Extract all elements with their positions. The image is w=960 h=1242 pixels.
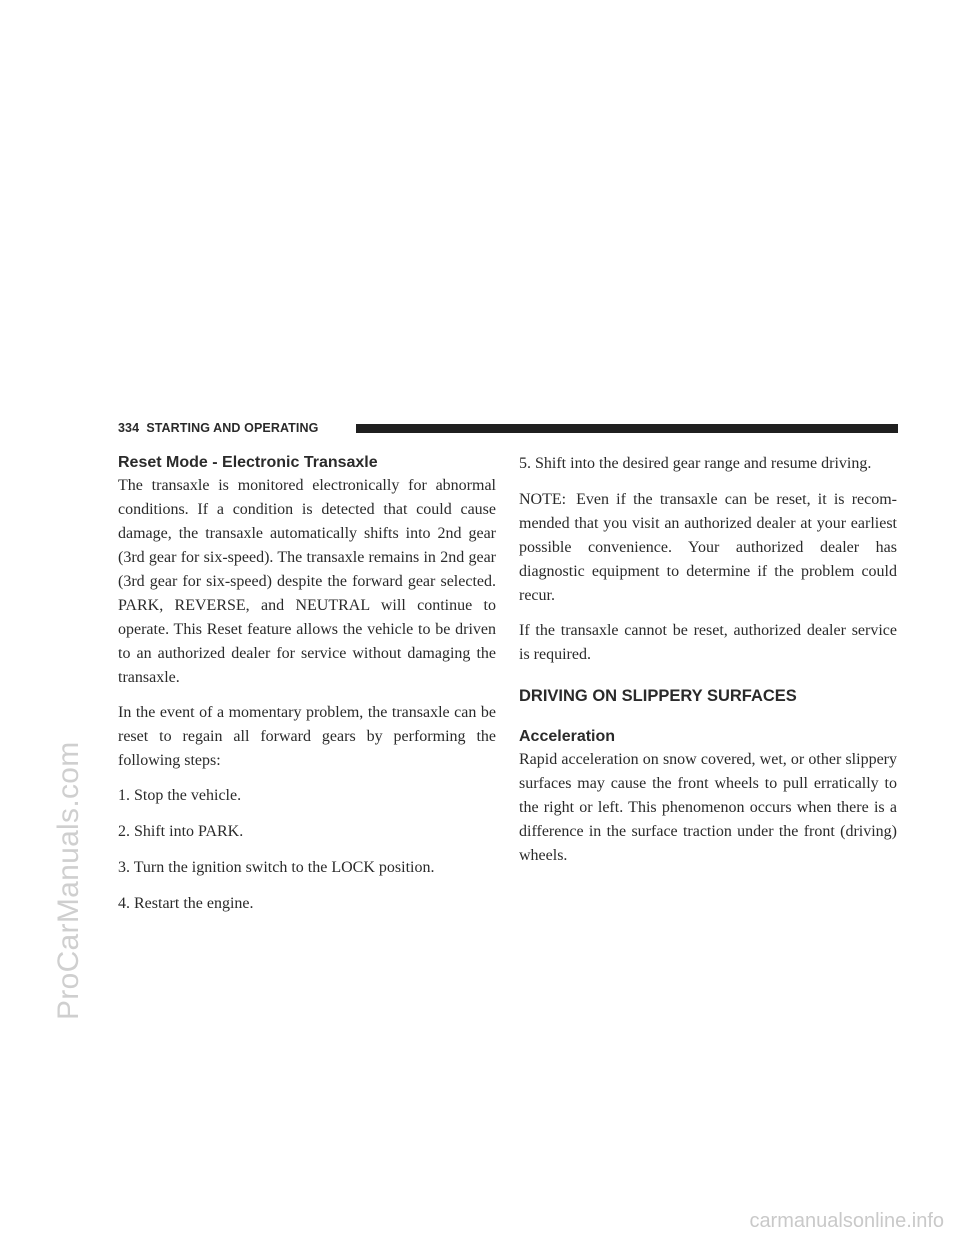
acceleration-paragraph: Rapid acceleration on snow covered, wet, or other slippery surfaces may cause the front wheels to pull erratically to the right or left. This phenomenon occurs when there is a difference in the surface traction under the front (driving) wheels. (519, 751, 897, 864)
step-item: 3. Turn the ignition switch to the LOCK position. (118, 859, 435, 876)
note-label: NOTE: (519, 491, 567, 508)
step-item: 1. Stop the vehicle. (118, 787, 242, 804)
dealer-service-paragraph: If the transaxle cannot be reset, authorized dealer service is required. (519, 622, 897, 663)
section-name: STARTING AND OPERATING (146, 421, 319, 435)
right-column (519, 452, 897, 879)
momentary-problem-paragraph: In the event of a momentary problem, the transaxle can be reset to regain all forward gears by performing the following steps: (118, 704, 496, 769)
slippery-surfaces-title: DRIVING ON SLIPPERY SURFACES (519, 687, 797, 705)
header-rule (356, 424, 898, 433)
side-watermark: ProCarManuals.com (52, 741, 85, 1020)
page-header (118, 419, 898, 439)
acceleration-title: Acceleration (519, 728, 616, 745)
step-item: 4. Restart the engine. (118, 895, 254, 912)
note-text: Even if the transaxle can be reset, it is recommended that you visit an authorized dealer at your earliest possible convenience. Your authorized dealer has diagnostic equipment to determine if the problem could recur. (519, 491, 897, 604)
header-label (118, 421, 318, 435)
page-number: 334 (118, 421, 140, 435)
reset-mode-paragraph: The transaxle is monitored electronically for abnormal conditions. If a condition is detected that could cause damage, the transaxle automatically shifts into 2nd gear (3rd gear for six-speed). The transaxle remains in 2nd gear (3rd gear for six-speed) despite the forward gear selected. PARK, REVERSE, and NEUTRAL will continue to operate. This Reset feature allows the vehicle to be driven to an authorized dealer for service without damaging the transaxle. (118, 477, 496, 686)
step-item: 2. Shift into PARK. (118, 823, 244, 840)
step-item: 5. Shift into the desired gear range and resume driving. (519, 455, 872, 472)
note-paragraph (519, 488, 897, 608)
left-column (118, 452, 496, 928)
bottom-watermark: carmanualsonline.info (749, 1210, 944, 1232)
reset-mode-title: Reset Mode - Electronic Transaxle (118, 454, 378, 471)
